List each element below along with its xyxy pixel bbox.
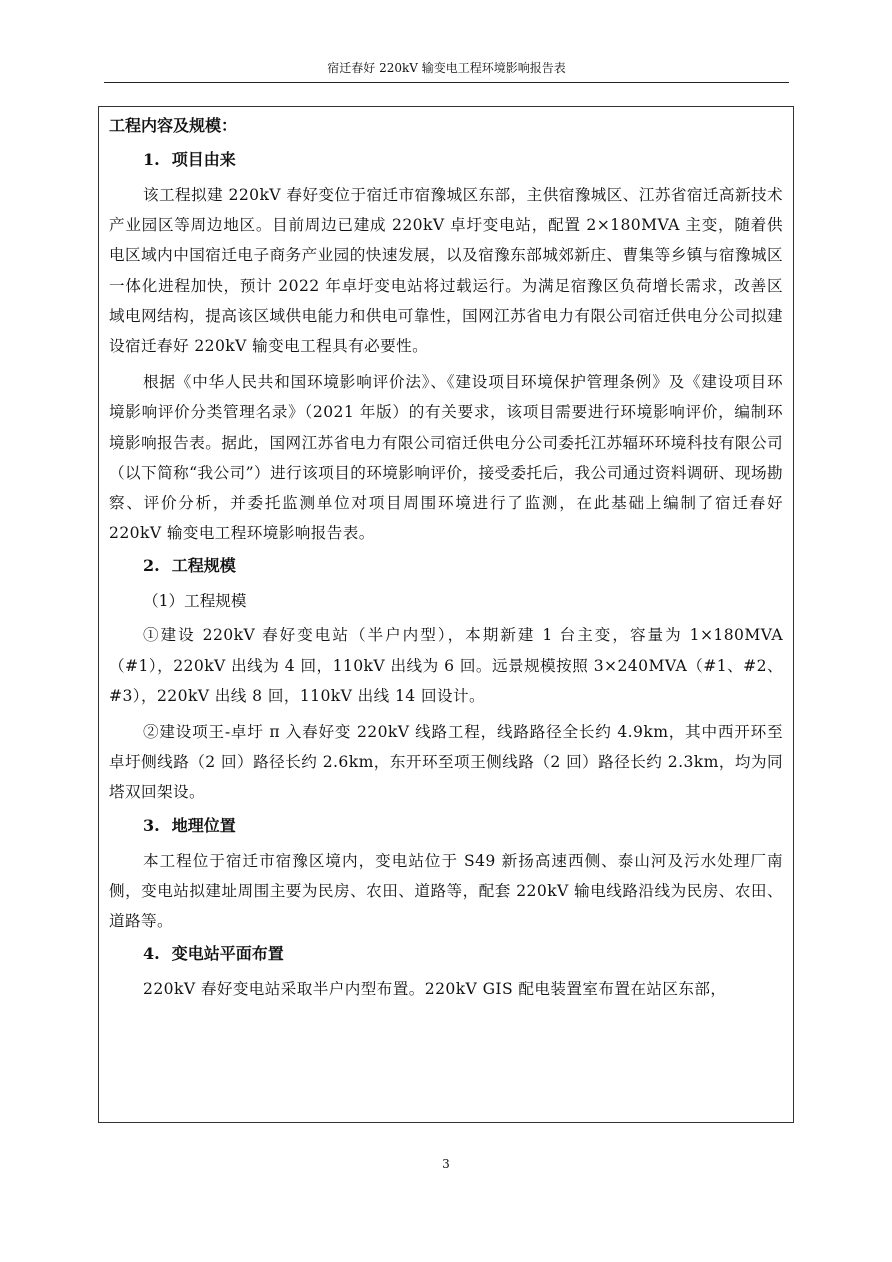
page-header: 宿迁春好 220kV 输变电工程环境影响报告表 — [327, 61, 566, 75]
paragraph: 根据《中华人民共和国环境影响评价法》、《建设项目环境保护管理条例》及《建设项目环境影响评价分类管理名录》（2021 年版）的有关要求，该项目需要进行环境影响评价，编制环境影响报告表。据此，国网江苏省电力有限公司宿迁供电分公司委托江苏辐环环境科技有限公司（以下简称“我公司”）进行该项目的环境影响评价，接受委托后，我公司通过资料调研、现场勘察、评价分析，并委托监测单位对项目周围环境进行了监测，在此基础上编制了宿迁春好 220kV 输变电工程环境影响报告表。 — [109, 373, 783, 543]
content-box — [98, 106, 794, 1123]
paragraph: 220kV 春好变电站采取半户内型布置。220kV GIS 配电装置室布置在站区东部， — [143, 980, 727, 999]
section-number: 4. — [143, 944, 160, 964]
section-heading-location — [143, 814, 783, 838]
section-number: 1. — [143, 150, 160, 169]
paragraph: 本工程位于宿迁市宿豫区境内，变电站位于 S49 新扬高速西侧、泰山河及污水处理厂南侧，变电站拟建址周围主要为民房、农田、道路等，配套 220kV 输电线路沿线为民房、农田、道路等。 — [109, 851, 783, 931]
section-heading-substation-layout — [143, 942, 783, 966]
sub-heading: （1）工程规模 — [143, 592, 247, 611]
content-title: 工程内容及规模： — [109, 116, 238, 135]
paragraph: ②建设项王-卓圩 π 入春好变 220kV 线路工程，线路路径全长约 4.9km，其中西开环至卓圩侧线路（2 回）路径长约 2.6km，东开环至项王侧线路（2 回）路径长约 2.3km，均为同塔双回架设。 — [109, 723, 783, 802]
section-title: 项目由来 — [171, 150, 236, 169]
section-heading-project-scale — [143, 554, 783, 578]
header-divider — [104, 82, 789, 83]
paragraph: 该工程拟建 220kV 春好变位于宿迁市宿豫城区东部，主供宿豫城区、江苏省宿迁高新技术产业园区等周边地区。目前周边已建成 220kV 卓圩变电站，配置 2×180MVA 主变，随着供电区域内中国宿迁电子商务产业园的快速发展，以及宿豫东部城郊新庄、曹集等乡镇与宿豫城区一体化进程加快，预计 2022 年卓圩变电站将过载运行。为满足宿豫区负荷增长需求，改善区域电网结构，提高该区域供电能力和供电可靠性，国网江苏省电力有限公司宿迁供电分公司拟建设宿迁春好 220kV 输变电工程具有必要性。 — [109, 186, 783, 356]
section-title: 地理位置 — [171, 815, 236, 835]
section-number: 2. — [143, 556, 160, 576]
paragraph: ①建设 220kV 春好变电站（半户内型），本期新建 1 台主变，容量为 1×180MVA（#1），220kV 出线为 4 回，110kV 出线为 6 回。远景规模按照 3×240MVA（#1、#2、#3），220kV 出线 8 回，110kV 出线 14 回设计。 — [109, 626, 783, 705]
section-title: 工程规模 — [171, 556, 236, 576]
page-number: 3 — [442, 1157, 450, 1171]
section-heading-project-origin — [143, 148, 783, 172]
section-title: 变电站平面布置 — [171, 944, 284, 964]
section-number: 3. — [143, 815, 160, 835]
